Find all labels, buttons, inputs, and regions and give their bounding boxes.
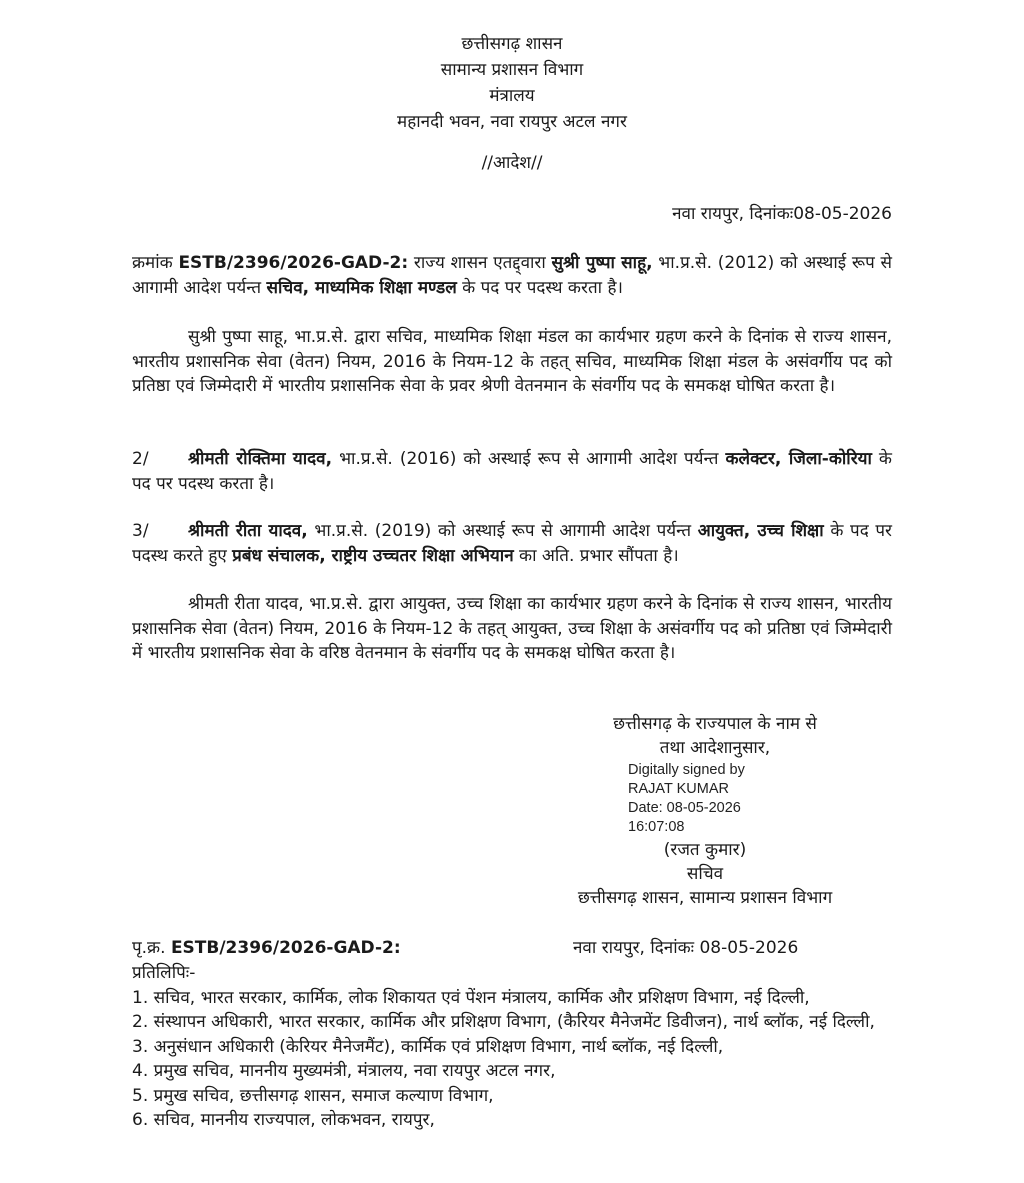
order-heading-wrap	[0, 150, 1024, 176]
para-text: के पद पर पदस्थ करते हुए	[132, 521, 893, 566]
signatory-name: (रजत कुमार)	[663, 840, 747, 860]
endorsement-number	[132, 935, 401, 961]
order-paragraph-5	[132, 592, 892, 666]
place-date: नवा रायपुर, दिनांकः08-05-2026	[672, 204, 892, 224]
order-paragraph-2	[132, 325, 892, 399]
order-paragraph-4	[132, 519, 892, 568]
order-heading: //आदेश//	[481, 153, 543, 173]
governor-name-line: छत्तीसगढ़ के राज्यपाल के नाम से	[613, 714, 817, 734]
office-address: महानदी भवन, नवा रायपुर अटल नगर	[397, 112, 627, 132]
signatory-department: छत्तीसगढ़ शासन, सामान्य प्रशासन विभाग	[577, 888, 833, 908]
additional-charge-post: प्रबंध संचालक, राष्ट्रीय उच्चतर शिक्षा अभियान	[232, 545, 514, 566]
para-text: भा.प्र.से. (2012) को अस्थाई रूप से आगामी आदेश पर्यन्त	[132, 253, 892, 298]
digital-signature	[628, 761, 745, 837]
list-item: 2. संस्थापन अधिकारी, भारत सरकार, कार्मिक और प्रशिक्षण विभाग, (कैरियर मैनेजमेंट डिवीजन), नार्थ ब्लॉक, नई दिल्ली,	[132, 1012, 875, 1032]
list-item: 3. अनुसंधान अधिकारी (केरियर मैनेजमैंट), कार्मिक एवं प्रशिक्षण विभाग, नार्थ ब्लॉक, नई दिल्ली,	[132, 1036, 724, 1057]
para-text: राज्य शासन एतद्द्वारा	[408, 253, 552, 273]
digital-signer-name: RAJAT KUMAR	[628, 781, 729, 797]
department-name: सामान्य प्रशासन विभाग	[440, 60, 584, 80]
officer-name: श्रीमती रीता यादव,	[188, 521, 308, 541]
order-paragraph-3	[132, 447, 892, 496]
post-name: कलेक्टर, जिला-कोरिया	[725, 449, 872, 469]
digital-sign-date: Date: 08-05-2026	[628, 800, 741, 816]
item-number: 3/	[132, 521, 149, 541]
item-number: 2/	[132, 449, 149, 469]
officer-name: श्रीमती रोक्तिमा यादव,	[188, 449, 333, 469]
signatory-details	[540, 838, 870, 910]
para-text: का अति. प्रभार सौंपता है।	[513, 545, 679, 566]
order-paragraph-1	[132, 251, 892, 300]
para-text: भा.प्र.से. (2016) को अस्थाई रूप से आगामी आदेश पर्यन्त	[332, 449, 726, 469]
post-name: आयुक्त, उच्च शिक्षा	[697, 521, 824, 541]
para-text: के पद पर पदस्थ करता है।	[456, 277, 623, 298]
endorsement-prefix: पृ.क्र.	[132, 938, 166, 958]
signature-authority	[500, 712, 930, 760]
endorsement-date: नवा रायपुर, दिनांकः 08-05-2026	[573, 938, 799, 958]
para-text: श्रीमती रीता यादव, भा.प्र.से. द्वारा आयुक्त, उच्च शिक्षा का कार्यभार ग्रहण करने के दिनांक से राज्य शासन, भारतीय प्रशासनिक सेवा (वेतन) नियम, 2016 के नियम-12 के तहत् आयुक्त, उच्च शिक्षा के असंवर्गीय पद को प्रतिष्ठा एवं जिम्मेदारी में भारतीय प्रशासनिक सेवा के वरिष्ठ वेतनमान के संवर्गीय पद के समकक्ष घोषित करता है।	[132, 594, 892, 663]
copy-to-list	[132, 961, 892, 1133]
para-text: सुश्री पुष्पा साहू, भा.प्र.से. द्वारा सचिव, माध्यमिक शिक्षा मंडल का कार्यभार ग्रहण करने के दिनांक से राज्य शासन, भारतीय प्रशासनिक सेवा (वेतन) नियम, 2016 के नियम-12 के तहत् सचिव, माध्यमिक शिक्षा मंडल के असंवर्गीय पद को प्रतिष्ठा एवं जिम्मेदारी में भारतीय प्रशासनिक सेवा के प्रवर श्रेणी वेतनमान के संवर्गीय पद के समकक्ष घोषित करता है।	[132, 327, 893, 396]
by-order-line: तथा आदेशानुसार,	[659, 738, 771, 758]
list-item: 1. सचिव, भारत सरकार, कार्मिक, लोक शिकायत एवं पेंशन मंत्रालय, कार्मिक और प्रशिक्षण विभाग, नई दिल्ली,	[132, 987, 810, 1008]
signatory-designation: सचिव	[686, 864, 724, 884]
letterhead	[0, 31, 1024, 135]
para-text: के पद पर पदस्थ करता है।	[132, 449, 892, 494]
list-item: 4. प्रमुख सचिव, माननीय मुख्यमंत्री, मंत्रालय, नवा रायपुर अटल नगर,	[132, 1061, 556, 1081]
order-no-prefix: क्रमांक	[132, 253, 173, 273]
para-text: भा.प्र.से. (2019) को अस्थाई रूप से आगामी आदेश पर्यन्त	[307, 521, 698, 541]
order-number: ESTB/2396/2026-GAD-2:	[178, 253, 409, 273]
secretariat-name: मंत्रालय	[489, 86, 535, 106]
copy-to-label: प्रतिलिपिः-	[132, 963, 196, 983]
digital-signature-label: Digitally signed by	[628, 762, 745, 778]
post-name: सचिव, माध्यमिक शिक्षा मण्डल	[266, 277, 457, 298]
list-item: 6. सचिव, माननीय राज्यपाल, लोकभवन, रायपुर,	[132, 1110, 435, 1130]
digital-sign-time: 16:07:08	[628, 819, 685, 835]
endorsement-order-number: ESTB/2396/2026-GAD-2:	[170, 938, 401, 958]
govt-name: छत्तीसगढ़ शासन	[461, 34, 563, 54]
list-item: 5. प्रमुख सचिव, छत्तीसगढ़ शासन, समाज कल्याण विभाग,	[132, 1085, 494, 1106]
officer-name: सुश्री पुष्पा साहू,	[551, 253, 653, 273]
